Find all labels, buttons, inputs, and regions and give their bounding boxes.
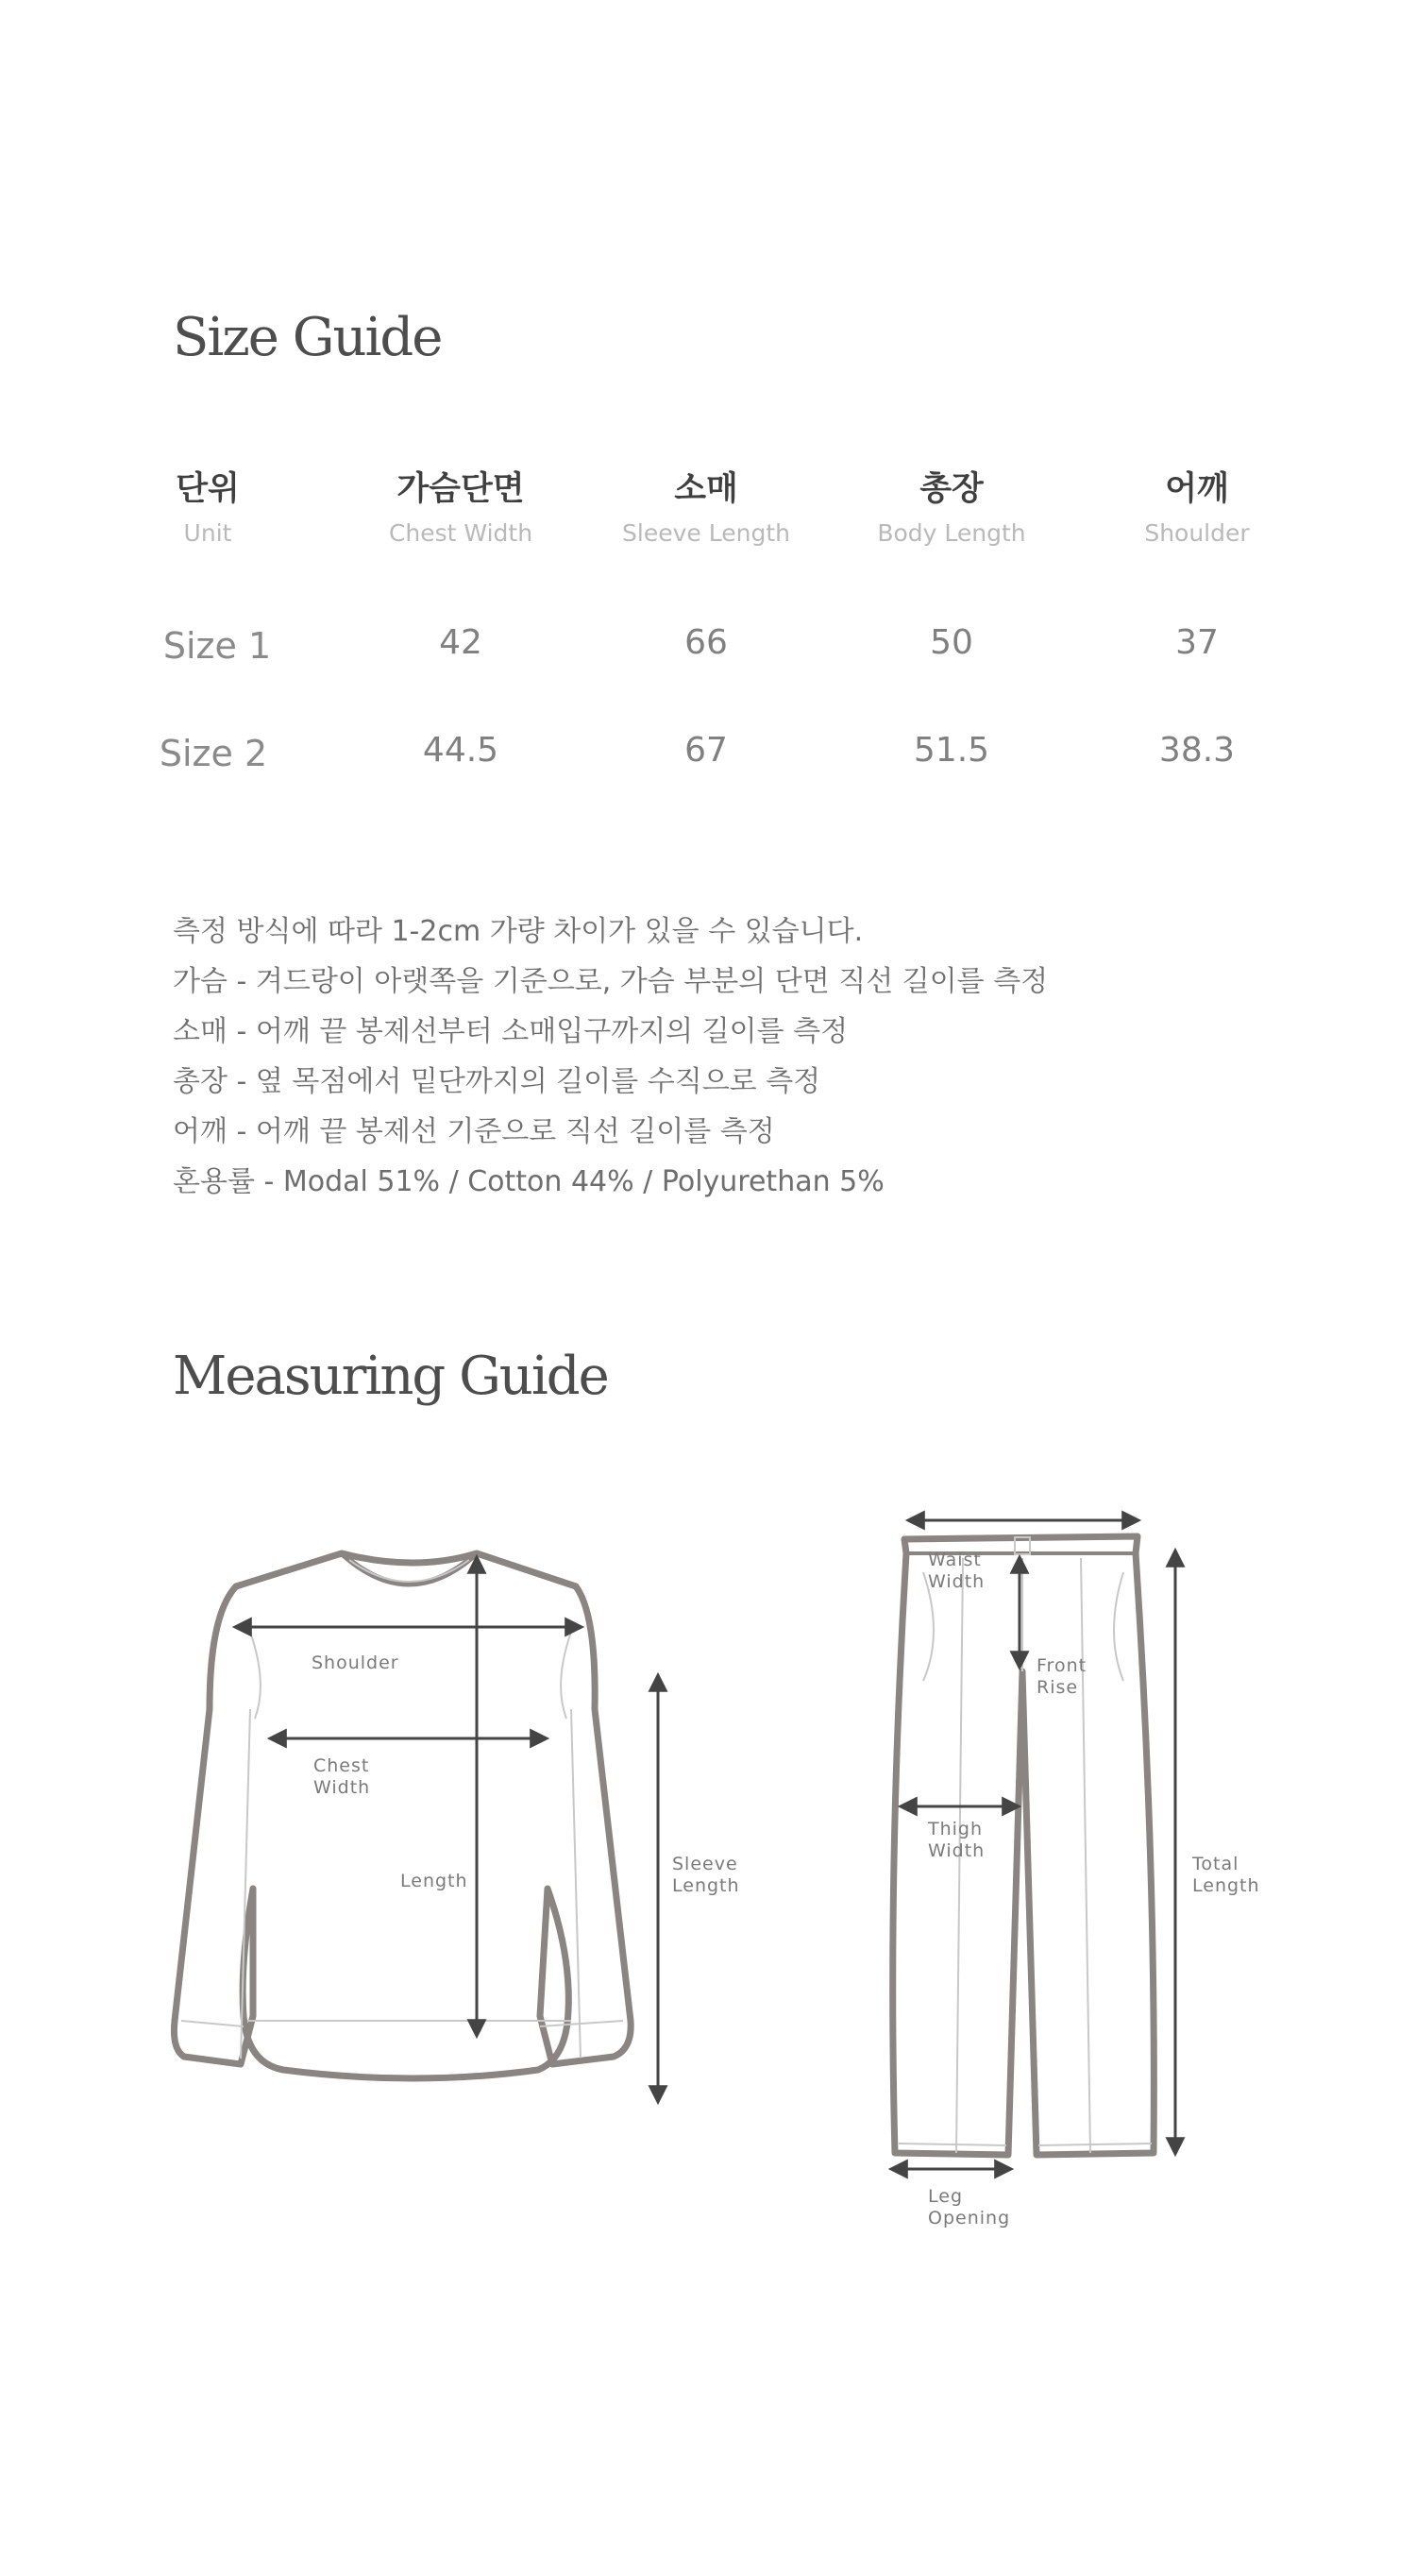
label-total-1: Total xyxy=(1192,1854,1239,1874)
col-header-sleeve-kr: 소매 xyxy=(674,470,738,508)
col-header-body-en: Body Length xyxy=(877,519,1026,547)
col-header-unit-en: Unit xyxy=(183,519,232,547)
label-leg-1: Leg xyxy=(928,2186,964,2207)
col-header-sleeve-en: Sleeve Length xyxy=(622,519,790,547)
label-thigh-1: Thigh xyxy=(928,1819,984,1839)
size-guide-title: Size Guide xyxy=(173,307,442,368)
label-thigh-2: Width xyxy=(928,1840,986,1861)
cell-size1-sleeve: 66 xyxy=(684,623,728,662)
label-rise-2: Rise xyxy=(1037,1677,1079,1698)
label-length: Length xyxy=(400,1871,468,1891)
col-header-chest-kr: 가슴단면 xyxy=(396,470,525,508)
label-chest-1: Chest xyxy=(313,1755,370,1776)
label-waist-2: Width xyxy=(928,1571,986,1592)
cell-size2-shoulder: 38.3 xyxy=(1158,731,1236,770)
label-sleeve-2: Length xyxy=(672,1875,740,1896)
note-tolerance: 측정 방식에 따라 1-2cm 가량 차이가 있을 수 있습니다. xyxy=(173,915,864,948)
col-header-chest-en: Chest Width xyxy=(388,519,533,547)
row-label-size-2: Size 2 xyxy=(159,733,268,774)
cell-size1-chest: 42 xyxy=(439,623,482,662)
col-header-shoulder-en: Shoulder xyxy=(1144,519,1250,547)
measurement-notes xyxy=(173,907,1048,1207)
label-chest-2: Width xyxy=(313,1777,371,1798)
label-sleeve-1: Sleeve xyxy=(672,1854,738,1874)
col-header-shoulder-kr: 어깨 xyxy=(1165,470,1229,508)
pants-illustration xyxy=(892,1520,1260,2229)
label-leg-2: Opening xyxy=(928,2208,1011,2229)
col-header-unit-kr: 단위 xyxy=(176,470,240,508)
measuring-guide-title: Measuring Guide xyxy=(173,1346,608,1407)
cell-size2-body: 51.5 xyxy=(913,731,990,770)
note-shoulder: 어깨 - 어깨 끝 봉제선 기준으로 직선 길이를 측정 xyxy=(173,1115,775,1148)
label-rise-1: Front xyxy=(1037,1655,1087,1676)
row-label-size-1: Size 1 xyxy=(162,625,272,667)
label-total-2: Length xyxy=(1192,1875,1260,1896)
label-waist-1: Waist xyxy=(928,1550,982,1570)
label-shoulder: Shoulder xyxy=(312,1652,399,1673)
cell-size2-chest: 44.5 xyxy=(422,731,499,770)
note-chest: 가슴 - 겨드랑이 아랫쪽을 기준으로, 가슴 부분의 단면 직선 길이를 측정 xyxy=(173,965,1049,998)
cell-size1-shoulder: 37 xyxy=(1175,623,1219,662)
cell-size1-body: 50 xyxy=(930,623,973,662)
note-fabric-composition: 혼용률 - Modal 51% / Cotton 44% / Polyurethan 5% xyxy=(173,1165,885,1198)
sweatshirt-illustration xyxy=(174,1553,739,2101)
measuring-diagram xyxy=(0,1492,1416,2247)
note-sleeve: 소매 - 어깨 끝 봉제선부터 소매입구까지의 길이를 측정 xyxy=(173,1015,849,1048)
cell-size2-sleeve: 67 xyxy=(684,731,728,770)
col-header-body-kr: 총장 xyxy=(919,470,984,508)
note-body-length: 총장 - 옆 목점에서 밑단까지의 길이를 수직으로 측정 xyxy=(173,1065,821,1098)
